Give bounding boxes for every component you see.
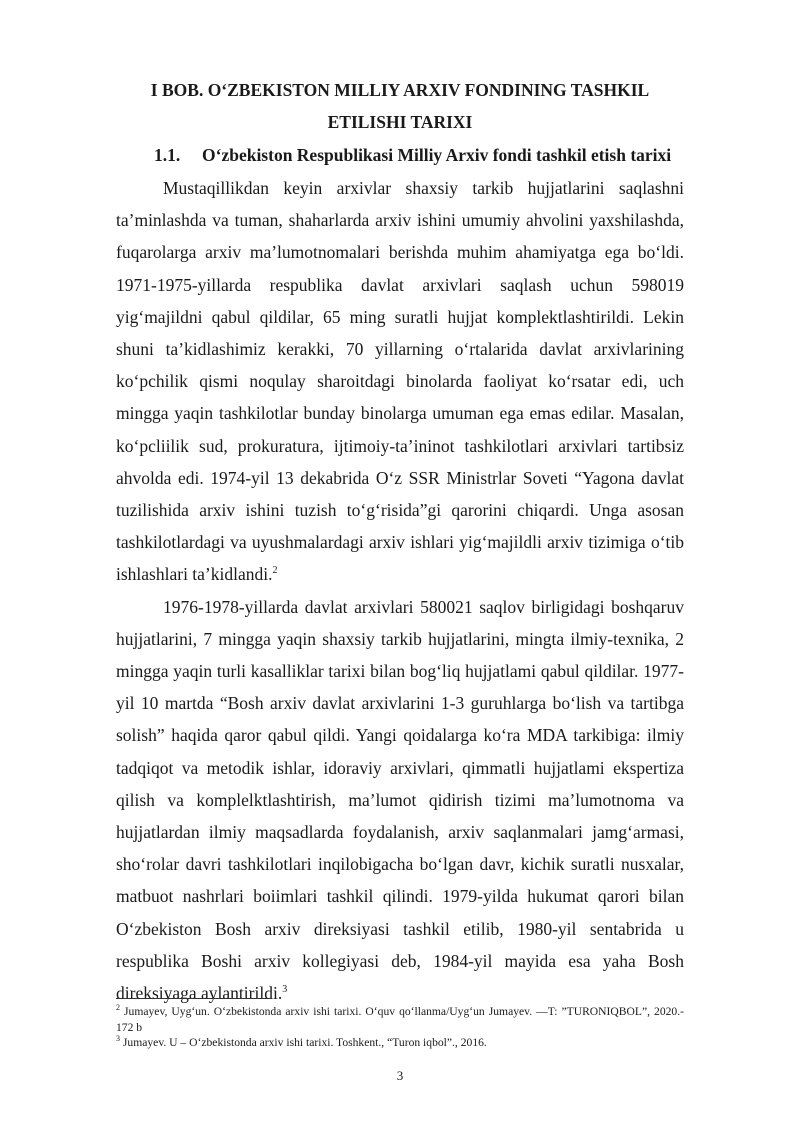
footnote-text: Jumayev, Uyg‘un. O‘zbekistonda arxiv ishi tarixi. O‘quv qo‘llanma/Uyg‘un Jumayev. —T: ”TURONIQBOL”, 2020.- 172 b [116, 1005, 684, 1034]
chapter-title [116, 74, 684, 138]
paragraph-text: Mustaqillikdan keyin arxivlar shaxsiy tarkib hujjatlarini saqlashni ta’minlashda va tuman, shaharlarda arxiv ishini umumiy ahvolini yaxshilashda, fuqarolarga arxiv ma’lumotnomalari berishda muhim ahamiyatga ega bo‘ldi. 1971-1975-yillarda respublika davlat arxivlari saqlash uchun 598019 yig‘majildni qabul qildilar, 65 ming suratli hujjat komplektlashtirildi. Lekin shuni ta’kidlashimiz kerakki, 70 yillarning o‘rtalarida davlat arxivlarining ko‘pchilik qismi noqulay sharoitdagi binolarda faoliyat ko‘rsatar edi, uch mingga yaqin tashkilotlar bunday binolarga umuman ega emas edilar. Masalan, ko‘pcliilik sud, prokuratura, ijtimoiy-ta’ininot tashkilotlari arxivlari tartibsiz ahvolda edi. 1974-yil 13 dekabrida O‘z SSR Ministrlar Soveti “Yagona davlat tuzilishida arxiv ishini tuzish to‘g‘risida”gi qarorini chiqardi. Unga asosan tashkilotlardagi va uyushmalardagi arxiv ishlari yig‘majildli arxiv tizimiga o‘tib ishlashlari ta’kidlandi. [116, 178, 684, 585]
footnote-mark: 2 [116, 1003, 120, 1013]
section-number: 1.1. [154, 145, 181, 165]
chapter-title-line-2: ETILISHI TARIXI [327, 112, 473, 132]
paragraph [116, 172, 684, 591]
body-text [116, 172, 684, 1009]
footnote [116, 1035, 684, 1051]
paragraph [116, 591, 684, 1013]
section-title: O‘zbekiston Respublikasi Milliy Arxiv fondi tashkil etish tarixi [202, 145, 672, 165]
footnote-text: Jumayev. U – O‘zbekistonda arxiv ishi tarixi. Toshkent., “Turon iqbol”., 2016. [120, 1036, 487, 1049]
paragraph-text: 1976-1978-yillarda davlat arxivlari 580021 saqlov birligidagi boshqaruv hujjatlarini, 7 mingga yaqin shaxsiy tarkib hujjatlarini, mingta ilmiy-texnika, 2 mingga yaqin turli kasalliklar tarixi bilan bog‘liq hujjatlami qabul qildilar. 1977-yil 10 martda “Bosh arxiv davlat arxivlarini 1-3 guruhlarga bo‘lish va tartibga solish” haqida qaror qabul qildi. Yangi qoidalarga ko‘ra MDA tarkibiga: ilmiy tadqiqot va metodik ishlar, idoraviy arxivlari, qimmatli hujjatlami ekspertiza qilish va komplelktlashtirish, ma’lumot qidirish tizimi ma’lumotnoma va hujjatlardan ilmiy maqsadlarda foydalanish, arxiv saqlanmalari jamg‘armasi, sho‘rolar davri tashkilotlari inqilobigacha bo‘lgan davr, kichik suratli nusxalar, matbuot nashrlari boiimlari tashkil qilindi. 1979-yilda hukumat qarori bilan O‘zbekiston Bosh arxiv direksiyasi tashkil etilib, 1980-yil sentabrida u respublika Boshi arxiv kollegiyasi deb, 1984-yil mayida esa yaha Bosh direksiyaga aylantirildi. [116, 596, 684, 1004]
footnote-mark: 3 [116, 1034, 120, 1044]
footnote-reference: 3 [282, 984, 288, 996]
footnote-separator [116, 998, 272, 999]
page-number: 3 [396, 1068, 404, 1083]
footnote [116, 1004, 684, 1035]
section-heading [116, 140, 706, 170]
footnotes [116, 1004, 684, 1051]
footnote-reference: 2 [272, 565, 278, 577]
chapter-title-line-1: I BOB. O‘ZBEKISTON MILLIY ARXIV FONDINING TASHKIL [150, 80, 650, 100]
